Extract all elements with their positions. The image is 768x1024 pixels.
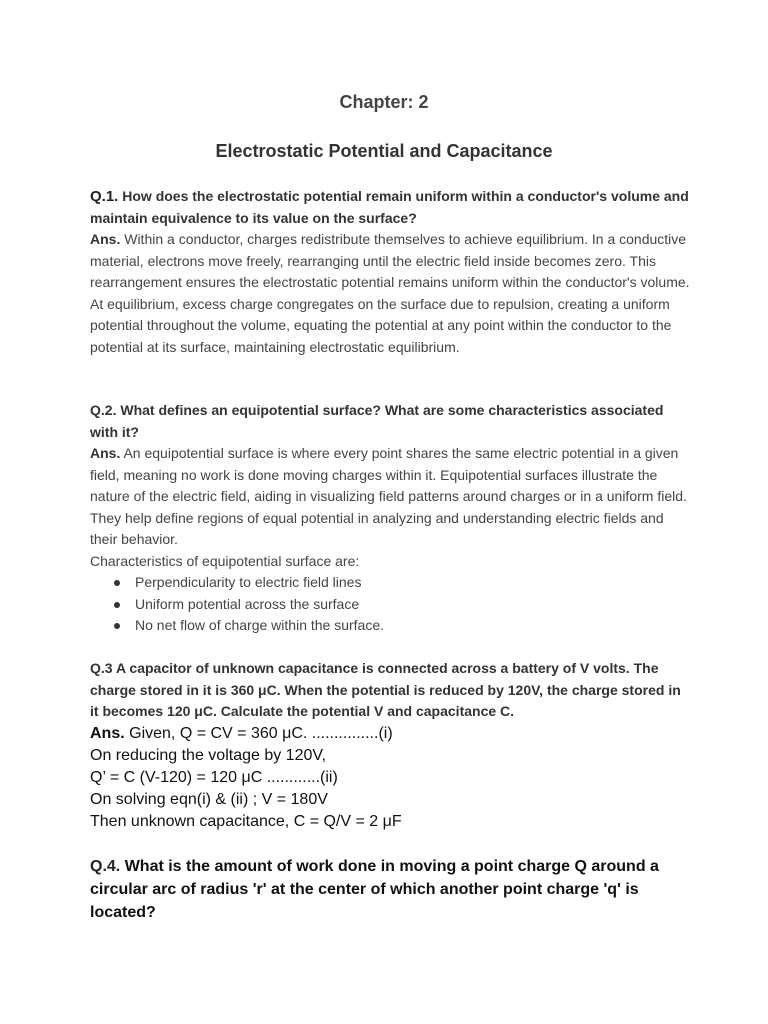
- question-2: [90, 400, 690, 443]
- list-item: Perpendicularity to electric field lines: [114, 572, 690, 594]
- question-text: What defines an equipotential surface? What are some characteristics associated with it?: [90, 402, 664, 440]
- question-number: Q.4.: [90, 858, 121, 875]
- question-1: [90, 186, 690, 229]
- answer-label: Ans.: [90, 724, 125, 742]
- question-4: [90, 855, 690, 924]
- question-3: [90, 658, 690, 723]
- question-number: Q.1.: [90, 188, 119, 205]
- list-item: Uniform potential across the surface: [114, 594, 690, 616]
- characteristics-list: [90, 572, 690, 637]
- bullet-icon: [114, 623, 120, 629]
- question-block-3: [90, 658, 690, 833]
- bullet-icon: [114, 580, 120, 586]
- answer-2: [90, 443, 690, 551]
- chapter-heading: Chapter: 2: [339, 92, 429, 112]
- question-number: Q.2.: [90, 402, 117, 418]
- answer-3: [90, 723, 690, 833]
- answer-line-1: Ans. Given, Q = CV = 360 μC. ...............(i): [90, 724, 393, 742]
- list-item: No net flow of charge within the surface.: [114, 615, 690, 637]
- question-text: How does the electrostatic potential remain uniform within a conductor's volume and maintain equivalence to its value on the surface?: [90, 188, 689, 226]
- chapter-title: Electrostatic Potential and Capacitance: [215, 141, 553, 161]
- characteristics-intro: Characteristics of equipotential surface are:: [90, 552, 360, 569]
- question-text: What is the amount of work done in moving a point charge Q around a circular arc of radius 'r' at the center of which another point charge 'q' is located?: [90, 858, 659, 921]
- answer-label: Ans.: [90, 445, 121, 461]
- question-number: Q.3: [90, 660, 113, 676]
- question-block-2: [90, 400, 690, 637]
- bullet-icon: [114, 602, 120, 608]
- answer-text: An equipotential surface is where every point shares the same electric potential in a given field, meaning no work is done moving charges within it. Equipotential surfaces illustrate the nature of the electric field, aiding in visualizing field patterns around charges or in a uniform field. They help define regions of equal potential in analyzing and understanding electric fields and their behavior.: [90, 445, 687, 547]
- answer-line-3: Q’ = C (V-120) = 120 μC ............(ii): [90, 768, 338, 786]
- answer-line-4: On solving eqn(i) & (ii) ; V = 180V: [90, 790, 328, 808]
- question-text: A capacitor of unknown capacitance is connected across a battery of V volts. The charge stored in it is 360 μC. When the potential is reduced by 120V, the charge stored in it becomes 120 μC. Calculate the potential V and capacitance C.: [90, 660, 681, 719]
- question-block-4: [90, 855, 690, 924]
- answer-line-2: On reducing the voltage by 120V,: [90, 746, 327, 764]
- question-block-1: [90, 186, 690, 358]
- answer-line-5: Then unknown capacitance, C = Q/V = 2 μF: [90, 812, 402, 830]
- answer-1: [90, 229, 690, 358]
- answer-text: Within a conductor, charges redistribute themselves to achieve equilibrium. In a conductive material, electrons move freely, rearranging until the electric field inside becomes zero. This rearrangement ensures the electrostatic potential remains uniform within the conductor's volume. At equilibrium, excess charge congregates on the surface due to repulsion, creating a uniform potential throughout the volume, equating the potential at any point within the conductor to the potential at its surface, maintaining electrostatic equilibrium.: [90, 231, 690, 355]
- answer-label: Ans.: [90, 231, 121, 247]
